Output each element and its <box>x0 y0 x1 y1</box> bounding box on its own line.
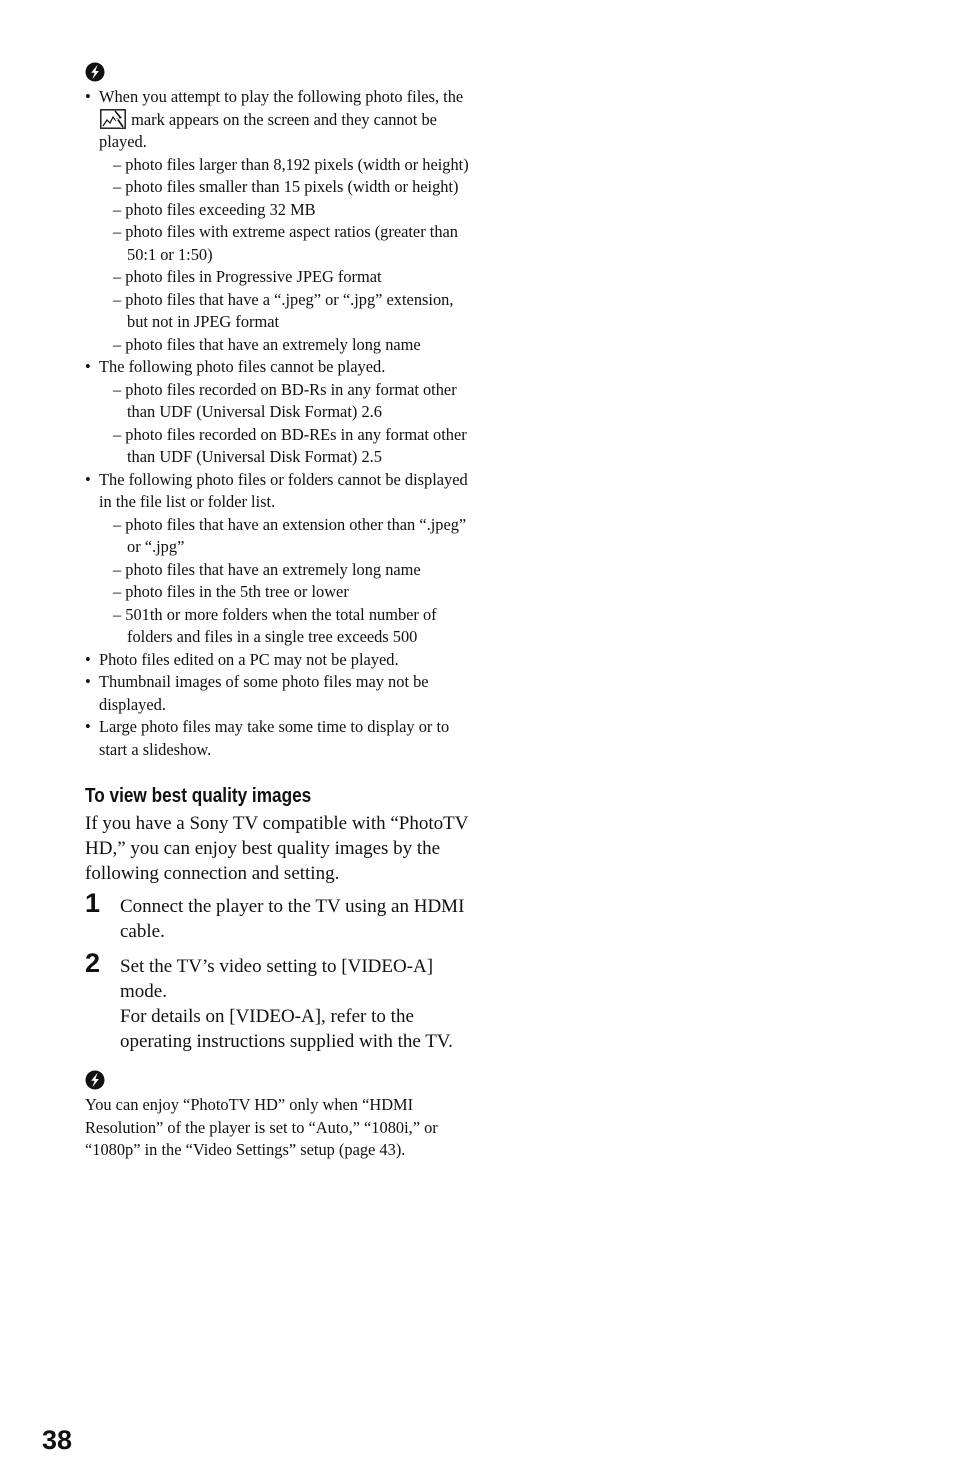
section-heading: To view best quality images <box>85 785 312 807</box>
list-item: • Photo files edited on a PC may not be played. <box>85 649 470 672</box>
note-text: When you attempt to play the following photo files, the <box>99 87 464 106</box>
notes-list <box>85 86 470 761</box>
list-item: – photo files with extreme aspect ratios (greater than 50:1 or 1:50) <box>113 222 458 264</box>
list-item: – photo files exceeding 32 MB <box>113 199 316 219</box>
list-item: • Large photo files may take some time to display or to start a slideshow. <box>85 716 470 761</box>
note-text: mark appears on the screen and they cannot be played. <box>99 109 437 151</box>
step-number: 2 <box>85 948 101 978</box>
step-number: 1 <box>85 888 101 918</box>
list-item: – photo files recorded on BD-Rs in any format other than UDF (Universal Disk Format) 2.6 <box>113 379 457 421</box>
list-item: – 501th or more folders when the total number of folders and files in a single tree exceeds 500 <box>113 604 437 646</box>
list-item: • Thumbnail images of some photo files may not be displayed. <box>85 671 470 716</box>
list-item <box>85 356 470 469</box>
steps-list <box>85 888 470 1054</box>
sublist <box>99 514 470 649</box>
hint-icon <box>85 62 105 82</box>
list-item: – photo files that have a “.jpeg” or “.jpg” extension, but not in JPEG format <box>113 289 454 331</box>
section-intro: If you have a Sony TV compatible with “PhotoTV HD,” you can enjoy best quality images by the following connection and setting. <box>85 813 469 884</box>
note-text: The following photo files or folders cannot be displayed in the file list or folder list. <box>99 469 468 511</box>
list-item <box>85 86 470 356</box>
list-item: – photo files larger than 8,192 pixels (width or height) <box>113 154 469 174</box>
hint-icon <box>85 1070 105 1090</box>
list-item: – photo files recorded on BD-REs in any format other than UDF (Universal Disk Format) 2.5 <box>113 424 467 466</box>
broken-photo-mark-icon <box>100 109 126 129</box>
sublist <box>99 154 470 357</box>
step-text: Set the TV’s video setting to [VIDEO-A] mode. <box>120 956 434 1002</box>
list-item <box>85 469 470 649</box>
step-item <box>85 948 470 1054</box>
page-content <box>85 62 470 1162</box>
step-item <box>85 888 470 944</box>
list-item: – photo files that have an extension other than “.jpeg” or “.jpg” <box>113 514 467 556</box>
step-text: Connect the player to the TV using an HDMI cable. <box>120 896 465 942</box>
list-item: – photo files in the 5th tree or lower <box>113 582 349 601</box>
step-detail: For details on [VIDEO-A], refer to the operating instructions supplied with the TV. <box>120 1006 453 1052</box>
note-paragraph: You can enjoy “PhotoTV HD” only when “HDMI Resolution” of the player is set to “Auto,” “1080i,” or “1080p” in the “Video Settings” setup (page 43). <box>85 1095 438 1159</box>
list-item: – photo files that have an extremely long name <box>113 334 421 354</box>
list-item: – photo files smaller than 15 pixels (width or height) <box>113 177 459 196</box>
page-number: 38 <box>42 1425 73 1455</box>
note-text: The following photo files cannot be played. <box>99 357 386 376</box>
sublist <box>99 379 470 469</box>
list-item: – photo files that have an extremely long name <box>113 559 421 579</box>
list-item: – photo files in Progressive JPEG format <box>113 267 382 286</box>
